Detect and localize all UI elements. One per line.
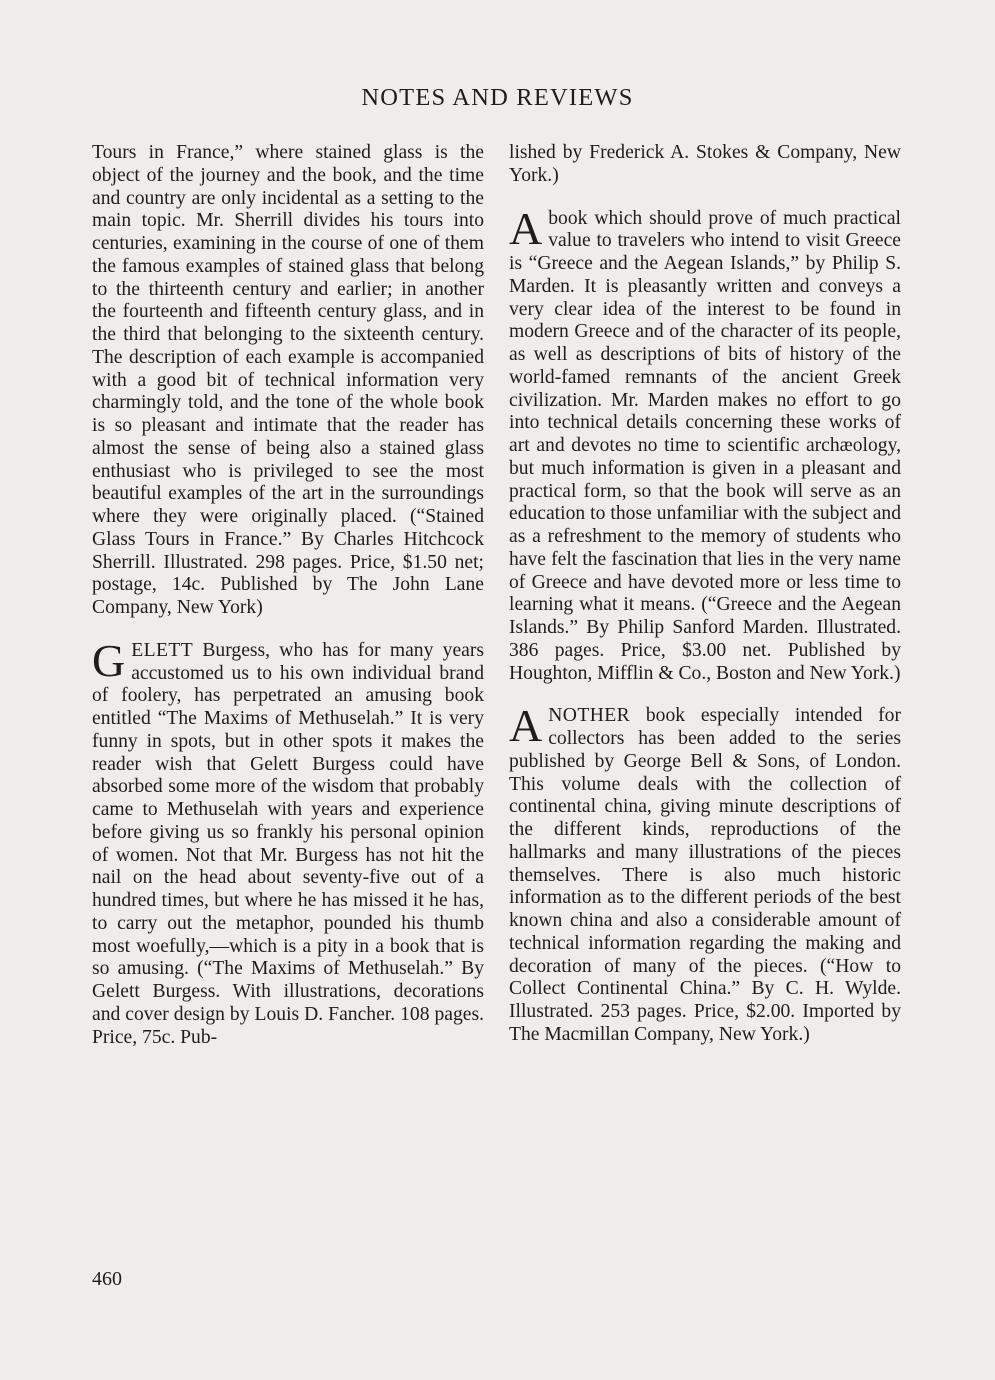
paragraph-body: book which should prove of much practical value to travelers who intend to visit Greece is “Greece and the Aegean Islands,” by Philip S. Marden. It is pleasantly written and conveys a very clear idea of the interest to be found in modern Greece and of the character of its people, as well as descriptions of bits of history of the world-famed remnants of the ancient Greek civilization. Mr. Marden makes no effort to go into technical details concerning these works of art and devotes no time to scientific archæology, but much information is given in a pleasant and practical form, so that the book will serve as an education to those unfamiliar with the subject and as a refreshment to the memory of students who have felt the fascination that lies in the very name of Greece and have devoted more or less time to learning what it means. (“Greece and the Aegean Islands.” By Philip Sanford Marden. Illustrated. 386 pages. Price, $3.00 net. Published by Houghton, Mifflin & Co., Boston and New York.) [509,207,901,684]
review-maxims-continued: lished by Frederick A. Stokes & Company, New York.) [509,142,901,186]
paragraph-body: book especially intended for collectors has been added to the series published by George Bell & Sons, of London. This volume deals with the collection of continental china, giving minute descriptions of the different kinds, reproductions of the hallmarks and many illustrations of the pieces themselves. There is also much historic information as to the different periods of the best known china and also a considerable amount of technical information regarding the making and decoration of many of the pieces. (“How to Collect Continental China.” By C. H. Wylde. Illustrated. 253 pages. Price, $2.00. Imported by The Macmillan Company, New York.) [509,705,901,1045]
review-greece-aegean-islands [509,202,901,686]
review-continental-china [509,700,901,1046]
review-stained-glass-end: Tours in France,” where stained glass is the object of the journey and the book, and the time and country are only incidental as a setting to the main topic. Mr. Sherrill divides his tours into centuries, examining in the course of one of them the famous examples of stained glass that belong to the thirteenth century and earlier; in another the fourteenth and fifteenth century glass, and in the third that belonging to the sixteenth century. The description of each example is accompanied with a good bit of technical information very charmingly told, and the tone of the whole book is so pleasant and intimate that the reader has almost the sense of being also a stained glass enthusiast who is privileged to see the most beautiful examples of the art in the surroundings where they were originally placed. (“Stained Glass Tours in France.” By Charles Hitchcock Sherrill. Illustrated. 298 pages. Price, $1.50 net; postage, 14c. Published by The John Lane Company, New York) [92,142,484,618]
page-title: NOTES AND REVIEWS [361,84,634,111]
lead-smallcaps: NOTHER [548,705,631,727]
right-column [509,142,901,1047]
paragraph-body: Burgess, who has for many years accustomed us to his own individual brand of foolery, has perpetrated an amusing book entitled “The Maxims of Methuselah.” It is very funny in spots, but in other spots it makes the reader wish that Gelett Burgess could have absorbed some more of the wisdom that probably came to Methuselah with years and experience before giving us so frankly his personal opinion of women. Not that Mr. Burgess has not hit the nail on the head about seventy-five out of a hundred times, but where he has missed it he has, to carry out the metaphor, pounded his thumb most woefully,—which is a pity in a book that is so amusing. (“The Maxims of Methuselah.” By Gelett Burgess. With illustrations, decorations and cover design by Louis D. Fancher. 108 pages. Price, 75c. Pub- [92,639,484,1048]
lead-smallcaps: ELETT [131,639,194,661]
drop-cap: G [92,634,126,686]
drop-cap: A [509,202,543,254]
drop-cap: A [509,700,543,752]
left-column [92,142,484,1049]
review-maxims-of-methuselah [92,634,484,1050]
page-number: 460 [92,1268,122,1290]
